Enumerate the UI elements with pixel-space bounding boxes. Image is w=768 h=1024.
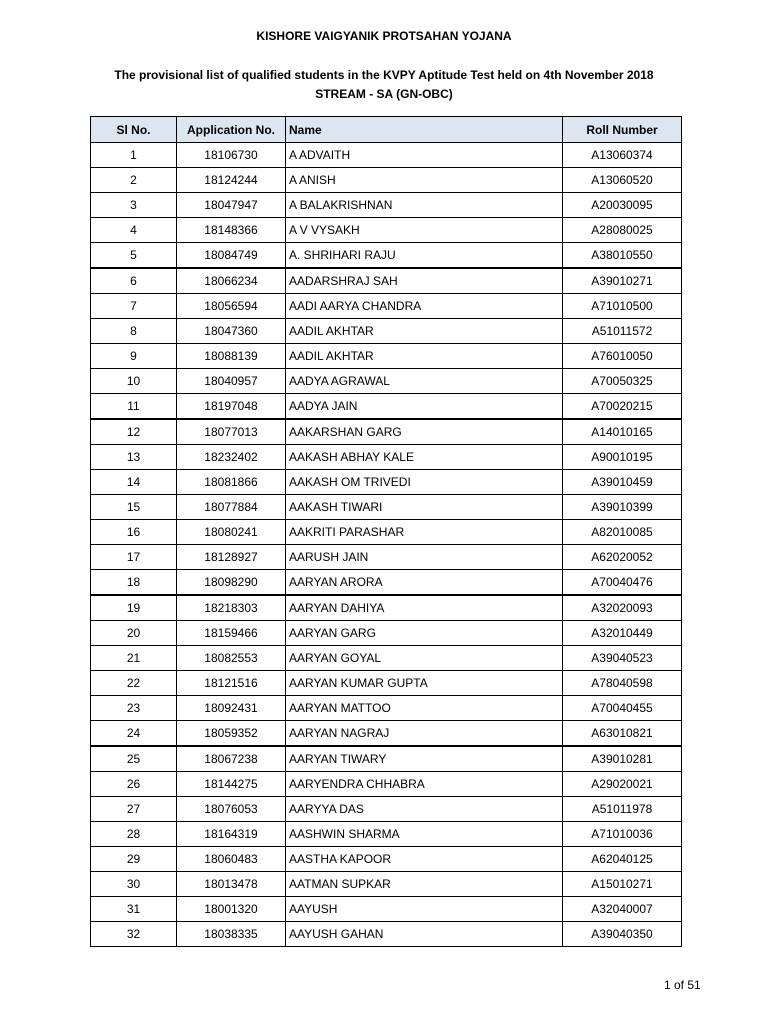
- application-no-cell: 18077013: [177, 419, 286, 445]
- column-header-name: Name: [286, 117, 563, 143]
- table-row: [91, 470, 682, 495]
- sl-no-cell: 3: [91, 193, 177, 218]
- application-no-cell: 18059352: [177, 721, 286, 747]
- sl-no-cell: 15: [91, 495, 177, 520]
- name-cell: AASHWIN SHARMA: [286, 822, 563, 847]
- table-row: [91, 218, 682, 243]
- table-row: [91, 797, 682, 822]
- page-number: 1 of 51: [664, 978, 701, 992]
- name-cell: AARUSH JAIN: [286, 545, 563, 570]
- table-row: [91, 520, 682, 545]
- name-cell: A ADVAITH: [286, 143, 563, 168]
- roll-number-cell: A62040125: [563, 847, 682, 872]
- roll-number-cell: A70040476: [563, 570, 682, 596]
- table-row: [91, 897, 682, 922]
- application-no-cell: 18047360: [177, 319, 286, 344]
- application-no-cell: 18056594: [177, 294, 286, 319]
- roll-number-cell: A39040350: [563, 922, 682, 947]
- table-row: [91, 419, 682, 445]
- roll-number-cell: A38010550: [563, 243, 682, 269]
- name-cell: AADARSHRAJ SAH: [286, 268, 563, 294]
- sl-no-cell: 17: [91, 545, 177, 570]
- sl-no-cell: 32: [91, 922, 177, 947]
- table-row: [91, 268, 682, 294]
- sl-no-cell: 22: [91, 671, 177, 696]
- name-cell: AARYYA DAS: [286, 797, 563, 822]
- name-cell: AADI AARYA CHANDRA: [286, 294, 563, 319]
- name-cell: AAKASH TIWARI: [286, 495, 563, 520]
- application-no-cell: 18067238: [177, 746, 286, 772]
- table-row: [91, 595, 682, 621]
- application-no-cell: 18088139: [177, 344, 286, 369]
- name-cell: AAKARSHAN GARG: [286, 419, 563, 445]
- roll-number-cell: A78040598: [563, 671, 682, 696]
- name-cell: AARYAN DAHIYA: [286, 595, 563, 621]
- document-title: KISHORE VAIGYANIK PROTSAHAN YOJANA: [256, 29, 512, 43]
- roll-number-cell: A39010281: [563, 746, 682, 772]
- column-header-sl-no: Sl No.: [91, 117, 177, 143]
- table-row: [91, 646, 682, 671]
- roll-number-cell: A82010085: [563, 520, 682, 545]
- name-cell: AARYAN GOYAL: [286, 646, 563, 671]
- application-no-cell: 18001320: [177, 897, 286, 922]
- application-no-cell: 18047947: [177, 193, 286, 218]
- application-no-cell: 18082553: [177, 646, 286, 671]
- application-no-cell: 18121516: [177, 671, 286, 696]
- roll-number-cell: A39010399: [563, 495, 682, 520]
- roll-number-cell: A71010500: [563, 294, 682, 319]
- application-no-cell: 18144275: [177, 772, 286, 797]
- sl-no-cell: 10: [91, 369, 177, 394]
- name-cell: A BALAKRISHNAN: [286, 193, 563, 218]
- roll-number-cell: A28080025: [563, 218, 682, 243]
- name-cell: AARYAN ARORA: [286, 570, 563, 596]
- sl-no-cell: 31: [91, 897, 177, 922]
- name-cell: AARYAN NAGRAJ: [286, 721, 563, 747]
- application-no-cell: 18066234: [177, 268, 286, 294]
- table-row: [91, 822, 682, 847]
- sl-no-cell: 5: [91, 243, 177, 269]
- table-row: [91, 671, 682, 696]
- sl-no-cell: 26: [91, 772, 177, 797]
- sl-no-cell: 12: [91, 419, 177, 445]
- application-no-cell: 18060483: [177, 847, 286, 872]
- subtitle-line-2: STREAM - SA (GN-OBC): [315, 87, 453, 101]
- roll-number-cell: A90010195: [563, 445, 682, 470]
- table-row: [91, 495, 682, 520]
- table-row: [91, 168, 682, 193]
- table-row: [91, 445, 682, 470]
- sl-no-cell: 6: [91, 268, 177, 294]
- column-header-roll-number: Roll Number: [563, 117, 682, 143]
- table-row: [91, 847, 682, 872]
- table-row: [91, 872, 682, 897]
- application-no-cell: 18148366: [177, 218, 286, 243]
- sl-no-cell: 30: [91, 872, 177, 897]
- sl-no-cell: 28: [91, 822, 177, 847]
- application-no-cell: 18092431: [177, 696, 286, 721]
- name-cell: AARYAN MATTOO: [286, 696, 563, 721]
- name-cell: AADYA AGRAWAL: [286, 369, 563, 394]
- roll-number-cell: A15010271: [563, 872, 682, 897]
- table-row: [91, 746, 682, 772]
- name-cell: A ANISH: [286, 168, 563, 193]
- name-cell: AARYAN GARG: [286, 621, 563, 646]
- table-row: [91, 294, 682, 319]
- name-cell: AARYAN TIWARY: [286, 746, 563, 772]
- roll-number-cell: A62020052: [563, 545, 682, 570]
- roll-number-cell: A13060374: [563, 143, 682, 168]
- application-no-cell: 18106730: [177, 143, 286, 168]
- sl-no-cell: 21: [91, 646, 177, 671]
- column-header-application-no: Application No.: [177, 117, 286, 143]
- table-row: [91, 570, 682, 596]
- sl-no-cell: 27: [91, 797, 177, 822]
- sl-no-cell: 11: [91, 394, 177, 420]
- table-row: [91, 319, 682, 344]
- application-no-cell: 18084749: [177, 243, 286, 269]
- sl-no-cell: 20: [91, 621, 177, 646]
- name-cell: AAYUSH: [286, 897, 563, 922]
- roll-number-cell: A29020021: [563, 772, 682, 797]
- application-no-cell: 18197048: [177, 394, 286, 420]
- roll-number-cell: A70040455: [563, 696, 682, 721]
- name-cell: AADYA JAIN: [286, 394, 563, 420]
- application-no-cell: 18159466: [177, 621, 286, 646]
- table-row: [91, 621, 682, 646]
- sl-no-cell: 25: [91, 746, 177, 772]
- sl-no-cell: 13: [91, 445, 177, 470]
- roll-number-cell: A32040007: [563, 897, 682, 922]
- name-cell: AAKASH OM TRIVEDI: [286, 470, 563, 495]
- roll-number-cell: A51011978: [563, 797, 682, 822]
- roll-number-cell: A39040523: [563, 646, 682, 671]
- name-cell: AARYAN KUMAR GUPTA: [286, 671, 563, 696]
- name-cell: AAYUSH GAHAN: [286, 922, 563, 947]
- name-cell: AAKRITI PARASHAR: [286, 520, 563, 545]
- table-header-row: [91, 117, 682, 143]
- application-no-cell: 18013478: [177, 872, 286, 897]
- roll-number-cell: A70050325: [563, 369, 682, 394]
- application-no-cell: 18218303: [177, 595, 286, 621]
- qualified-students-table: [90, 116, 682, 947]
- roll-number-cell: A13060520: [563, 168, 682, 193]
- table-row: [91, 922, 682, 947]
- sl-no-cell: 19: [91, 595, 177, 621]
- application-no-cell: 18077884: [177, 495, 286, 520]
- roll-number-cell: A32010449: [563, 621, 682, 646]
- name-cell: A V VYSAKH: [286, 218, 563, 243]
- sl-no-cell: 1: [91, 143, 177, 168]
- name-cell: AATMAN SUPKAR: [286, 872, 563, 897]
- application-no-cell: 18038335: [177, 922, 286, 947]
- roll-number-cell: A39010459: [563, 470, 682, 495]
- sl-no-cell: 7: [91, 294, 177, 319]
- table-row: [91, 721, 682, 747]
- name-cell: AADIL AKHTAR: [286, 319, 563, 344]
- table-row: [91, 193, 682, 218]
- table-row: [91, 344, 682, 369]
- roll-number-cell: A39010271: [563, 268, 682, 294]
- roll-number-cell: A51011572: [563, 319, 682, 344]
- table-row: [91, 243, 682, 269]
- name-cell: AASTHA KAPOOR: [286, 847, 563, 872]
- roll-number-cell: A20030095: [563, 193, 682, 218]
- table-row: [91, 696, 682, 721]
- sl-no-cell: 9: [91, 344, 177, 369]
- application-no-cell: 18076053: [177, 797, 286, 822]
- subtitle-line-1: The provisional list of qualified students in the KVPY Aptitude Test held on 4th November 2018: [114, 68, 654, 82]
- roll-number-cell: A70020215: [563, 394, 682, 420]
- sl-no-cell: 2: [91, 168, 177, 193]
- name-cell: AARYENDRA CHHABRA: [286, 772, 563, 797]
- sl-no-cell: 16: [91, 520, 177, 545]
- roll-number-cell: A76010050: [563, 344, 682, 369]
- table-row: [91, 545, 682, 570]
- application-no-cell: 18164319: [177, 822, 286, 847]
- sl-no-cell: 29: [91, 847, 177, 872]
- application-no-cell: 18040957: [177, 369, 286, 394]
- application-no-cell: 18081866: [177, 470, 286, 495]
- sl-no-cell: 14: [91, 470, 177, 495]
- document-subtitle: [0, 66, 768, 104]
- application-no-cell: 18128927: [177, 545, 286, 570]
- sl-no-cell: 8: [91, 319, 177, 344]
- table-row: [91, 143, 682, 168]
- table-row: [91, 772, 682, 797]
- table-row: [91, 394, 682, 420]
- name-cell: AAKASH ABHAY KALE: [286, 445, 563, 470]
- application-no-cell: 18080241: [177, 520, 286, 545]
- sl-no-cell: 18: [91, 570, 177, 596]
- roll-number-cell: A71010036: [563, 822, 682, 847]
- application-no-cell: 18098290: [177, 570, 286, 596]
- roll-number-cell: A63010821: [563, 721, 682, 747]
- sl-no-cell: 4: [91, 218, 177, 243]
- sl-no-cell: 24: [91, 721, 177, 747]
- name-cell: AADIL AKHTAR: [286, 344, 563, 369]
- roll-number-cell: A14010165: [563, 419, 682, 445]
- name-cell: A. SHRIHARI RAJU: [286, 243, 563, 269]
- application-no-cell: 18124244: [177, 168, 286, 193]
- application-no-cell: 18232402: [177, 445, 286, 470]
- roll-number-cell: A32020093: [563, 595, 682, 621]
- table-row: [91, 369, 682, 394]
- sl-no-cell: 23: [91, 696, 177, 721]
